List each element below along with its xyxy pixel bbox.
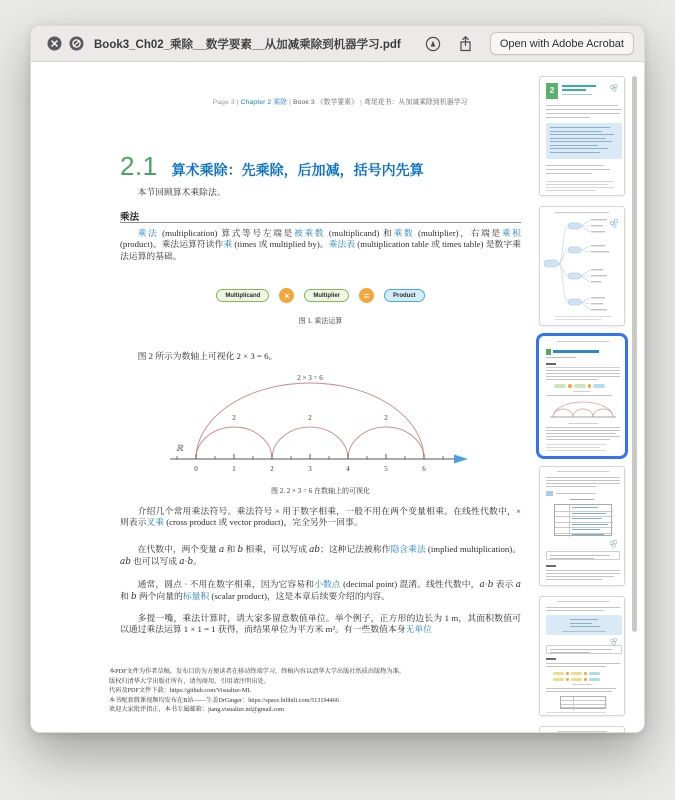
thumbnail-2[interactable] (539, 206, 625, 326)
svg-text:1: 1 (231, 465, 236, 473)
markup-pencil-icon (425, 36, 441, 52)
page-footnote (109, 667, 481, 715)
svg-text:5: 5 (383, 465, 388, 473)
pdf-page (31, 62, 537, 733)
titlebar-actions (425, 32, 634, 55)
iris-logo-icon (609, 83, 619, 93)
share-icon (458, 35, 473, 52)
svg-text:2: 2 (307, 414, 312, 422)
figure1-diagram (120, 288, 521, 303)
thumbnail-4[interactable] (539, 466, 625, 586)
svg-text:0: 0 (193, 465, 198, 473)
share-button[interactable] (458, 35, 473, 52)
paragraph-implied-multiplication: 在代数中，两个变量 a 和 b 相乘，可以写成 ab；这种记法被称作隐含乘法 (implied multiplication)。ab 也可以写成 a·b。 (120, 544, 521, 568)
footnote-line: 版权归清华大学出版社所有，请勿商用，引用请注明出处。 (109, 677, 270, 685)
paragraph-symbols: 介绍几个常用乘法符号。乘法符号 × 用于数字相乘，一般不用在两个变量相乘。在线性代数中，× 则表示叉乘 (cross product 或 vector product)，完全另外一回事。 (120, 506, 521, 528)
mindmap-art (540, 207, 625, 325)
open-with-adobe-acrobat-button[interactable]: Open with Adobe Acrobat (490, 32, 634, 55)
footnote-line: 本书配套微课视频均发布在B站——生姜DrGinger：https://space.bilibili.com/513194466 (109, 696, 339, 704)
mini-numberline (548, 399, 618, 421)
circle-slash-icon (69, 36, 84, 51)
paragraph-units: 多提一嘴，乘法计算时，请大家多留意数值单位。举个例子，正方形的边长为 1 m，其面积数值可以通过乘法运算 1 × 1 = 1 获得，而结果单位为平方米 m²。有一些数值本身无单位 (120, 613, 521, 635)
paragraph-scalar-product: 通常，圆点 · 不用在数字相乘，因为它容易和小数点 (decimal point) 混淆。线性代数中，a·b 表示 a 和 b 两个向量的标量积 (scalar product)，这是本章后续要介绍的内容。 (120, 579, 521, 603)
subsection-rule (120, 222, 521, 223)
titlebar (31, 26, 644, 62)
iris-logo-icon (608, 539, 618, 549)
close-button[interactable] (47, 36, 62, 51)
svg-text:3: 3 (307, 465, 312, 473)
mini-table (560, 696, 606, 709)
svg-text:2 × 3 = 6: 2 × 3 = 6 (296, 374, 323, 382)
mini-pills-row (553, 678, 600, 681)
blocked-button[interactable] (69, 36, 84, 51)
footnote-line: 代码及PDF文件下载：https://github.com/Visualize-ML (109, 687, 252, 695)
close-icon (47, 36, 62, 51)
footnote-line: 本PDF文件为作者草稿，发布目的为方便读者在移动终端学习，终稿内容以清华大学出版社纸质出版物为准。 (109, 668, 405, 675)
svg-text:2: 2 (383, 414, 388, 422)
thumbnail-3[interactable] (539, 336, 625, 456)
thumbnail-6[interactable] (539, 726, 625, 733)
thumbnail-5[interactable] (539, 596, 625, 716)
figure2-numberline (120, 371, 521, 488)
svg-text:6: 6 (421, 465, 426, 473)
mini-table (554, 504, 612, 536)
document-filename: Book3_Ch02_乘除__数学要素__从加减乘除到机器学习.pdf (94, 38, 401, 51)
section-heading (120, 151, 521, 182)
svg-text:2: 2 (269, 465, 274, 473)
times-operator-icon: × (279, 288, 294, 303)
mini-pills-row (553, 672, 600, 675)
paragraph-figure2-ref: 图 2 所示为数轴上可视化 2 × 3 = 6。 (137, 351, 278, 361)
svg-text:2: 2 (231, 414, 236, 422)
mini-pills-row (554, 384, 605, 388)
code-block (546, 615, 622, 635)
multiplier-pill: Multiplier (304, 289, 349, 302)
toc-highlight-block (546, 123, 622, 159)
thumbnail-1[interactable] (539, 76, 625, 196)
numberline-svg (156, 371, 486, 483)
page-header-breadcrumb: Page 3 | Chapter 2 乘除 | Book 3 《数学要素》 | 鸢尾花书：从加减乘除到机器学习 (212, 99, 468, 106)
subsection-title: 乘法 (120, 212, 140, 223)
markup-button[interactable] (425, 36, 441, 52)
footnote-line: 欢迎大家批评指正，本书专属邮箱：jiang.visualize.ml@gmail.com (109, 706, 284, 714)
chapter-number-block: 2 (546, 83, 558, 99)
section-number: 2.1 (120, 151, 158, 181)
paragraph-multiplication: 乘法 (multiplication) 算式等号左端是被乘数 (multiplicand) 和乘数 (multiplier)，右端是乘积 (product)。乘法运算符读作乘 (times 或 multiplied by)。乘法表 (multiplication table 或 times table) 是数字乘法运算的基础。 (120, 228, 521, 261)
figure2-caption: 图 2. 2 × 3 = 6 在数轴上的可视化 (271, 487, 370, 495)
sidebar-scrollbar[interactable] (632, 76, 637, 632)
quicklook-window (30, 25, 645, 733)
section-title: 算术乘除：先乘除，后加减，括号内先算 (171, 162, 424, 178)
window-content (31, 62, 644, 732)
figure1-caption: 图 1. 乘法运算 (298, 317, 343, 325)
intro-paragraph: 本节回顾算术乘除法。 (137, 187, 226, 197)
multiplicand-pill: Multiplicand (216, 289, 269, 302)
product-pill: Product (384, 289, 425, 302)
equals-operator-icon: = (359, 288, 374, 303)
svg-text:ℝ: ℝ (175, 444, 183, 454)
thumbnail-sidebar (535, 62, 645, 733)
svg-text:4: 4 (345, 465, 350, 473)
